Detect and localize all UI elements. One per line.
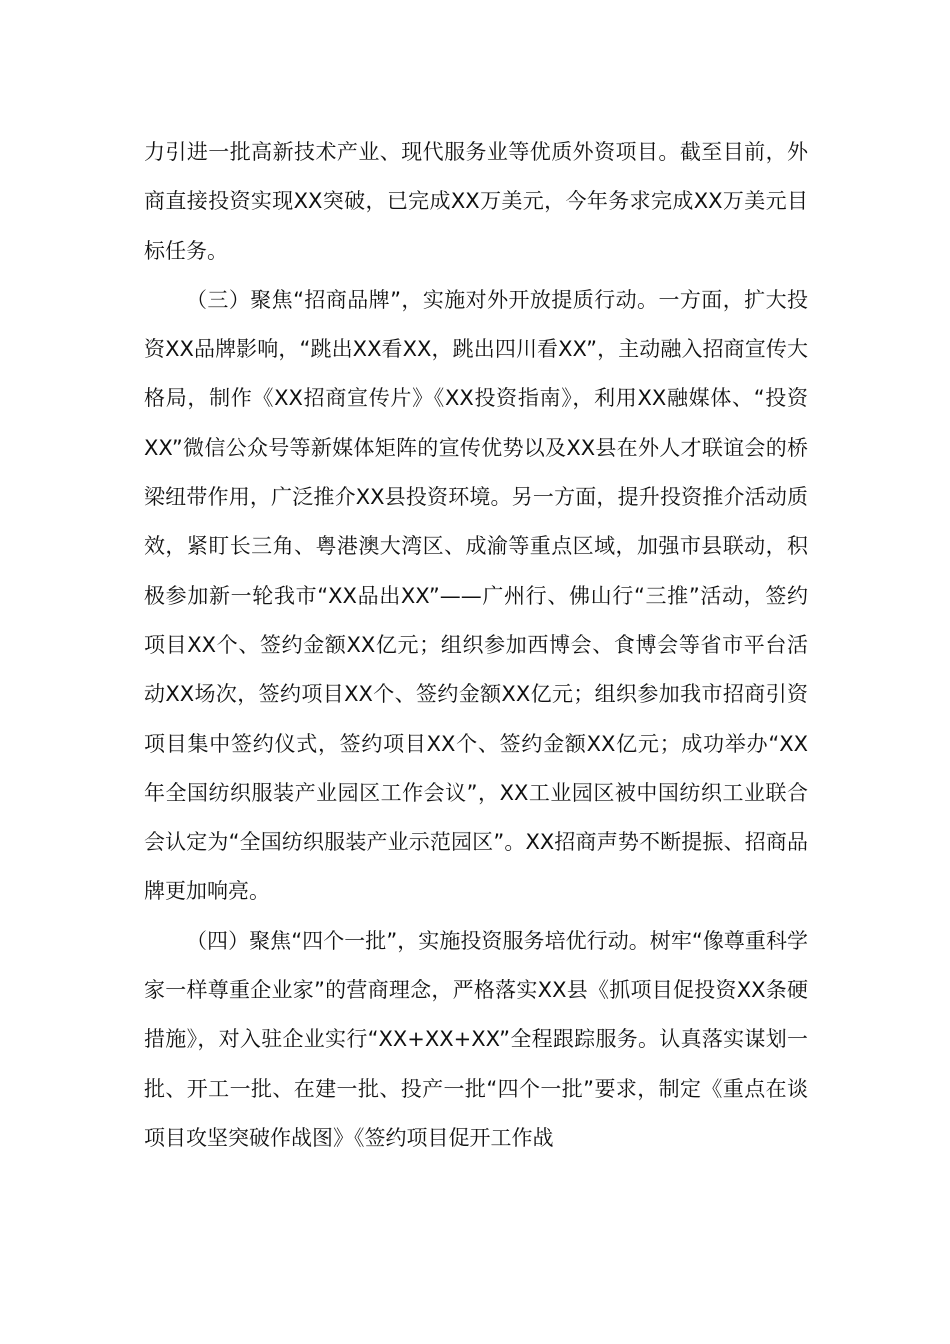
document-body [144,128,808,1163]
paragraph-section-four: （四）聚焦“四个一批”，实施投资服务培优行动。树牢“像尊重科学家一样尊重企业家”的营商理念，严格落实XX县《抓项目促投资XX条硬措施》，对入驻企业实行“XX+XX+XX”全程跟踪服务。认真落实谋划一批、开工一批、在建一批、投产一批“四个一批”要求，制定《重点在谈项目攻坚突破作战图》《签约项目促开工作战 [144,928,808,1150]
paragraph-continuation: 力引进一批高新技术产业、现代服务业等优质外资项目。截至目前，外商直接投资实现XX突破，已完成XX万美元，今年务求完成XX万美元目标任务。 [144,140,808,263]
paragraph-section-three: （三）聚焦“招商品牌”，实施对外开放提质行动。一方面，扩大投资XX品牌影响，“跳出XX看XX，跳出四川看XX”，主动融入招商宣传大格局，制作《XX招商宣传片》《XX投资指南》，利用XX融媒体、“投资XX”微信公众号等新媒体矩阵的宣传优势以及XX县在外人才联谊会的桥梁纽带作用，广泛推介XX县投资环境。另一方面，提升投资推介活动质效，紧盯长三角、粤港澳大湾区、成渝等重点区域，加强市县联动，积极参加新一轮我市“XX品出XX”——广州行、佛山行“三推”活动，签约项目XX个、签约金额XX亿元；组织参加西博会、食博会等省市平台活动XX场次，签约项目XX个、签约金额XX亿元；组织参加我市招商引资项目集中签约仪式，签约项目XX个、签约金额XX亿元；成功举办“XX年全国纺织服装产业园区工作会议”，XX工业园区被中国纺织工业联合会认定为“全国纺织服装产业示范园区”。XX招商声势不断提振、招商品牌更加响亮。 [144,287,808,904]
